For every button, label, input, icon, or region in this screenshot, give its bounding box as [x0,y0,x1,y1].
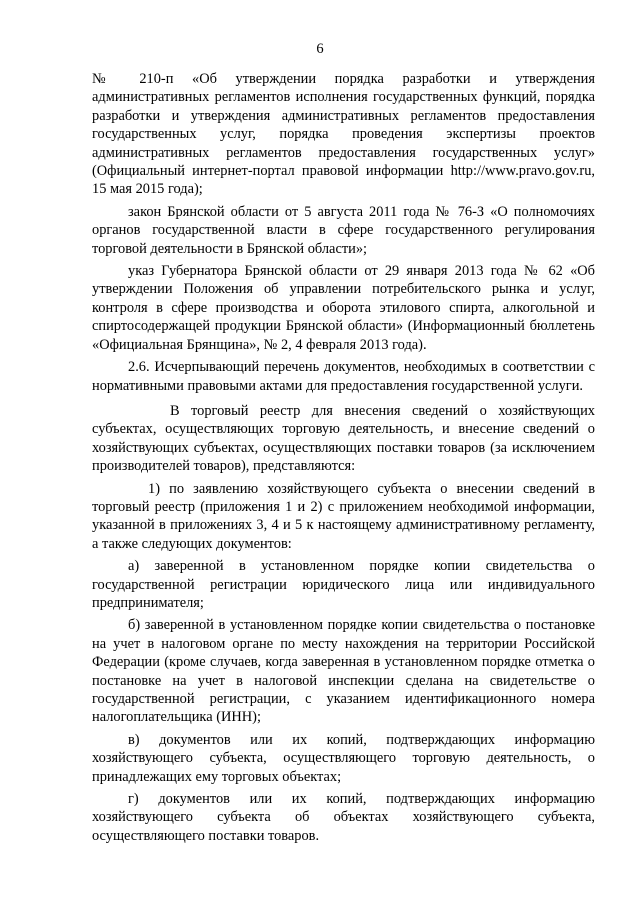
list-item-v: в) документов или их копий, подтверждающих информацию хозяйствующего субъекта, осуществляющего торговую деятельность, о принадлежащих ему торговых объектах; [92,731,595,785]
paragraph-decree-210: № 210-п «Об утверждении порядка разработки и утверждения административных регламентов исполнения государственных функций, порядка разработки и утверждения административных регламентов предоставления государственных услуг, порядка проведения экспертизы проектов административных регламентов предоставления государственных услуг» (Официальный интернет-портал правовой информации http://www.pravo.gov.ru, 15 мая 2015 года); [92,71,595,198]
list-item-b: б) заверенной в установленном порядке копии свидетельства о постановке на учет в налоговом органе по месту нахождения на территории Российской Федерации (кроме случаев, когда заверенная в установленном порядке отметка о постановке на учет в налоговой инспекции сделана на свидетельстве о государственной регистрации, с указанием идентификационного номера налогоплательщика (ИНН); [92,617,595,726]
list-item-1: 1) по заявлению хозяйствующего субъекта о внесении сведений в торговый реестр (приложения 1 и 2) с приложением необходимой информации, указанной в приложениях 3, 4 и 5 к настоящему административному регламенту, а также следующих документов: [92,480,595,552]
list-item-a: а) заверенной в установленном порядке копии свидетельства о государственной регистрации юридического лица или индивидуального предпринимателя; [92,558,595,611]
list-item-g: г) документов или их копий, подтверждающих информацию хозяйствующего субъекта об объектах хозяйствующего субъекта, осуществляющего поставки товаров. [92,791,595,844]
section-heading-2-6: 2.6. Исчерпывающий перечень документов, необходимых в соответствии с нормативными правовыми актами для предоставления государственной услуги. [92,359,595,394]
paragraph-trade-register: В торговый реестр для внесения сведений о хозяйствующих субъектах, осуществляющих торговую деятельность, и внесение сведений о хозяйствующих субъектах, осуществляющих поставки товаров (за исключением производителей товаров), представляются: [92,402,595,475]
paragraph-law-76: закон Брянской области от 5 августа 2011 года № 76-З «О полномочиях органов государственной власти в сфере государственного регулирования торговой деятельности в Брянской области»; [92,203,595,257]
document-body [92,70,595,845]
paragraph-decree-62: указ Губернатора Брянской области от 29 января 2013 года № 62 «Об утверждении Положения об управлении потребительского рынка и услуг, контроля в сфере производства и оборота этилового спирта, алкогольной и спиртосодержащей продукции Брянской области» (Информационный бюллетень «Официальная Брянщина», № 2, 4 февраля 2013 года). [92,263,595,353]
page-number: 6 [316,41,324,57]
